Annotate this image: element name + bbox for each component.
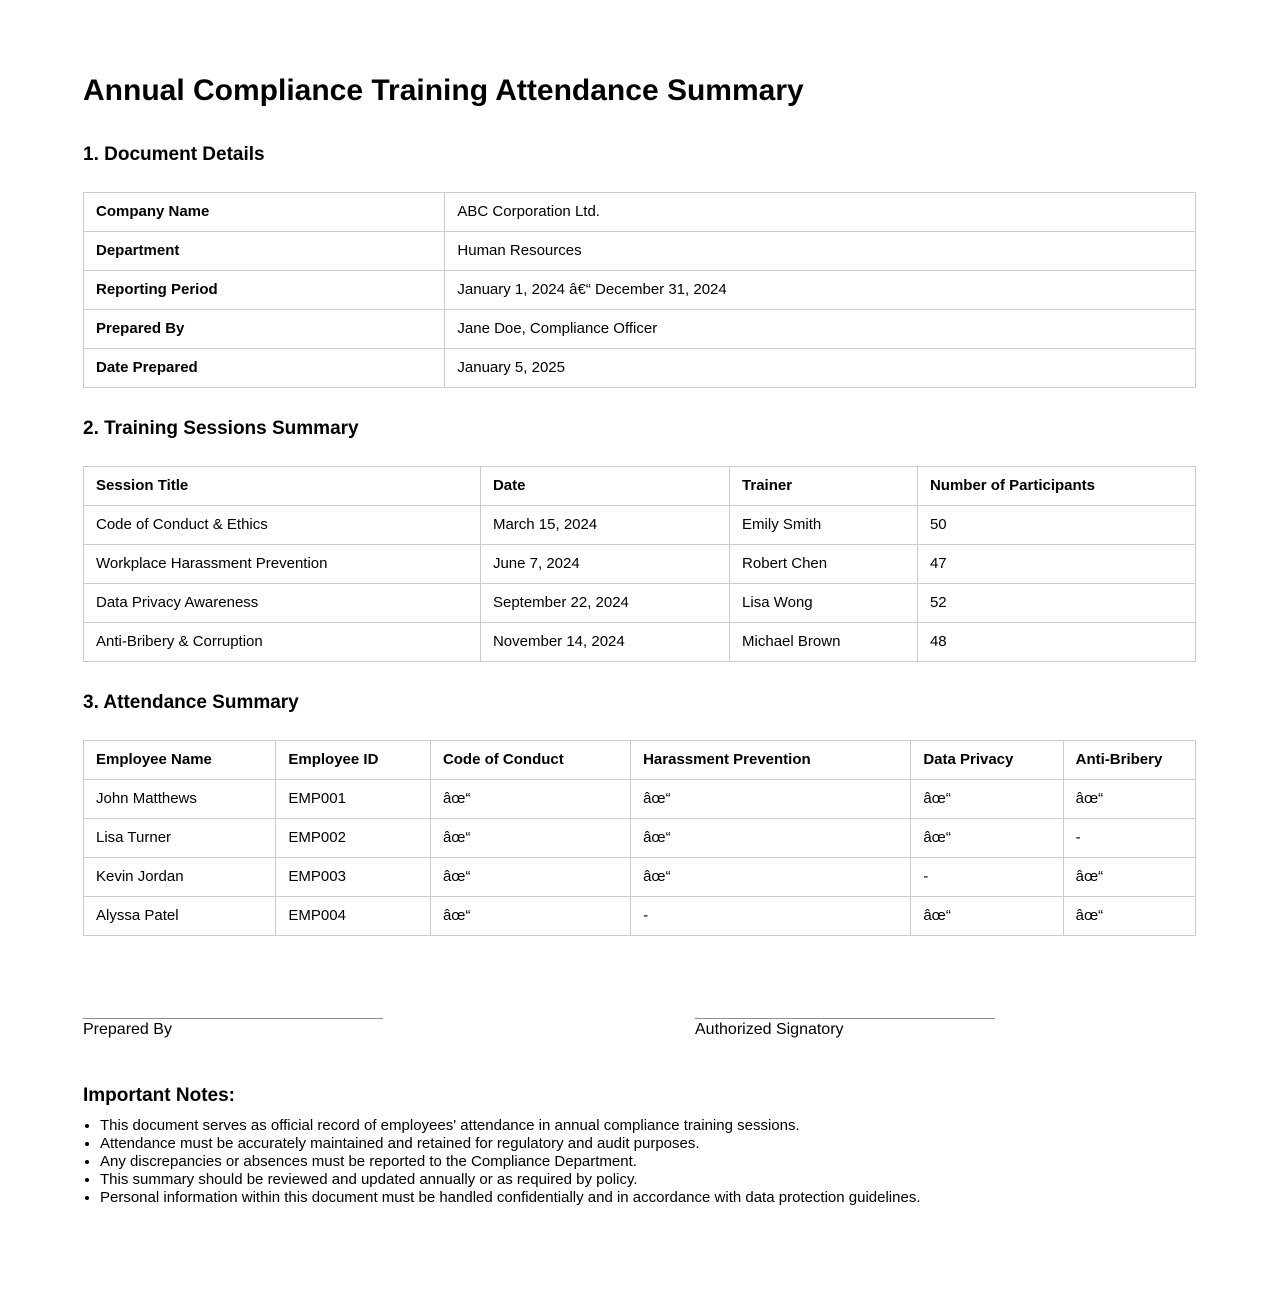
table-cell: âœ“: [430, 858, 630, 897]
column-header: Data Privacy: [911, 741, 1063, 780]
table-row: [84, 780, 1196, 819]
column-header: Date: [480, 467, 729, 506]
table-row: [84, 584, 1196, 623]
column-header: Code of Conduct: [430, 741, 630, 780]
authorized-signatory-label: Authorized Signatory: [695, 1021, 844, 1038]
table-row: [84, 545, 1196, 584]
table-cell: January 5, 2025: [445, 349, 1196, 388]
table-cell: âœ“: [911, 819, 1063, 858]
table-cell: Lisa Wong: [730, 584, 918, 623]
note-item: • Attendance must be accurately maintained and retained for regulatory and audit purposes.: [100, 1135, 1196, 1153]
table-cell: Lisa Turner: [84, 819, 276, 858]
table-cell: ABC Corporation Ltd.: [445, 193, 1196, 232]
signature-section: [83, 1018, 1196, 1040]
table-row: [84, 232, 1196, 271]
table-cell: January 1, 2024 â€“ December 31, 2024: [445, 271, 1196, 310]
table-cell: 52: [917, 584, 1195, 623]
training-sessions-table-body: [84, 506, 1196, 662]
field-label-cell: Department: [84, 232, 445, 271]
training-sessions-table-head: [84, 467, 1196, 506]
table-cell: âœ“: [1063, 780, 1195, 819]
table-cell: Robert Chen: [730, 545, 918, 584]
column-header: Harassment Prevention: [631, 741, 911, 780]
important-notes-heading: Important Notes:: [83, 1085, 235, 1106]
table-cell: âœ“: [631, 819, 911, 858]
prepared-by-signature-block: [83, 1018, 383, 1040]
table-cell: Alyssa Patel: [84, 897, 276, 936]
table-cell: âœ“: [430, 819, 630, 858]
section-heading-document-details: 1. Document Details: [83, 144, 265, 165]
table-cell: âœ“: [631, 780, 911, 819]
important-notes-section: [83, 1085, 1196, 1207]
table-cell: Jane Doe, Compliance Officer: [445, 310, 1196, 349]
table-cell: âœ“: [1063, 858, 1195, 897]
table-cell: Data Privacy Awareness: [84, 584, 481, 623]
table-row: [84, 193, 1196, 232]
table-row: [84, 506, 1196, 545]
table-cell: November 14, 2024: [480, 623, 729, 662]
table-row: [84, 271, 1196, 310]
table-row: [84, 623, 1196, 662]
authorized-signatory-block: [695, 1018, 995, 1040]
field-label-cell: Prepared By: [84, 310, 445, 349]
field-label-cell: Date Prepared: [84, 349, 445, 388]
attendance-summary-table: [83, 740, 1196, 936]
table-cell: -: [911, 858, 1063, 897]
table-cell: Code of Conduct & Ethics: [84, 506, 481, 545]
note-item: • This summary should be reviewed and updated annually or as required by policy.: [100, 1171, 1196, 1189]
note-item: • Any discrepancies or absences must be reported to the Compliance Department.: [100, 1153, 1196, 1171]
table-cell: -: [1063, 819, 1195, 858]
table-cell: Human Resources: [445, 232, 1196, 271]
table-cell: âœ“: [911, 897, 1063, 936]
table-cell: Anti-Bribery & Corruption: [84, 623, 481, 662]
table-cell: June 7, 2024: [480, 545, 729, 584]
table-cell: John Matthews: [84, 780, 276, 819]
table-cell: EMP004: [276, 897, 431, 936]
section-heading-attendance: 3. Attendance Summary: [83, 692, 299, 713]
column-header: Anti-Bribery: [1063, 741, 1195, 780]
table-cell: Emily Smith: [730, 506, 918, 545]
document-details-table: [83, 192, 1196, 388]
page-title: Annual Compliance Training Attendance Summary: [83, 74, 804, 107]
table-cell: EMP001: [276, 780, 431, 819]
table-cell: September 22, 2024: [480, 584, 729, 623]
table-cell: âœ“: [911, 780, 1063, 819]
note-item: • This document serves as official record of employees' attendance in annual compliance training sessions.: [100, 1117, 1196, 1135]
table-cell: 48: [917, 623, 1195, 662]
table-row: [84, 310, 1196, 349]
column-header: Number of Participants: [917, 467, 1195, 506]
section-heading-training-sessions: 2. Training Sessions Summary: [83, 418, 359, 439]
field-label-cell: Company Name: [84, 193, 445, 232]
table-cell: -: [631, 897, 911, 936]
table-row: [84, 897, 1196, 936]
table-row: [84, 349, 1196, 388]
attendance-table-body: [84, 780, 1196, 936]
table-cell: âœ“: [430, 897, 630, 936]
table-cell: Workplace Harassment Prevention: [84, 545, 481, 584]
column-header: Trainer: [730, 467, 918, 506]
important-notes-list: [83, 1117, 1196, 1207]
table-cell: 50: [917, 506, 1195, 545]
header-row: [84, 741, 1196, 780]
field-label-cell: Reporting Period: [84, 271, 445, 310]
prepared-by-label: Prepared By: [83, 1021, 172, 1038]
table-cell: Michael Brown: [730, 623, 918, 662]
document-details-table-body: [84, 193, 1196, 388]
training-sessions-table: [83, 466, 1196, 662]
table-cell: âœ“: [430, 780, 630, 819]
table-cell: Kevin Jordan: [84, 858, 276, 897]
table-row: [84, 819, 1196, 858]
column-header: Employee ID: [276, 741, 431, 780]
note-item: • Personal information within this document must be handled confidentially and in accordance with data protection guidelines.: [100, 1189, 1196, 1207]
table-cell: EMP003: [276, 858, 431, 897]
table-row: [84, 858, 1196, 897]
table-cell: 47: [917, 545, 1195, 584]
table-cell: March 15, 2024: [480, 506, 729, 545]
table-cell: EMP002: [276, 819, 431, 858]
attendance-table-head: [84, 741, 1196, 780]
column-header: Employee Name: [84, 741, 276, 780]
header-row: [84, 467, 1196, 506]
table-cell: âœ“: [1063, 897, 1195, 936]
table-cell: âœ“: [631, 858, 911, 897]
column-header: Session Title: [84, 467, 481, 506]
